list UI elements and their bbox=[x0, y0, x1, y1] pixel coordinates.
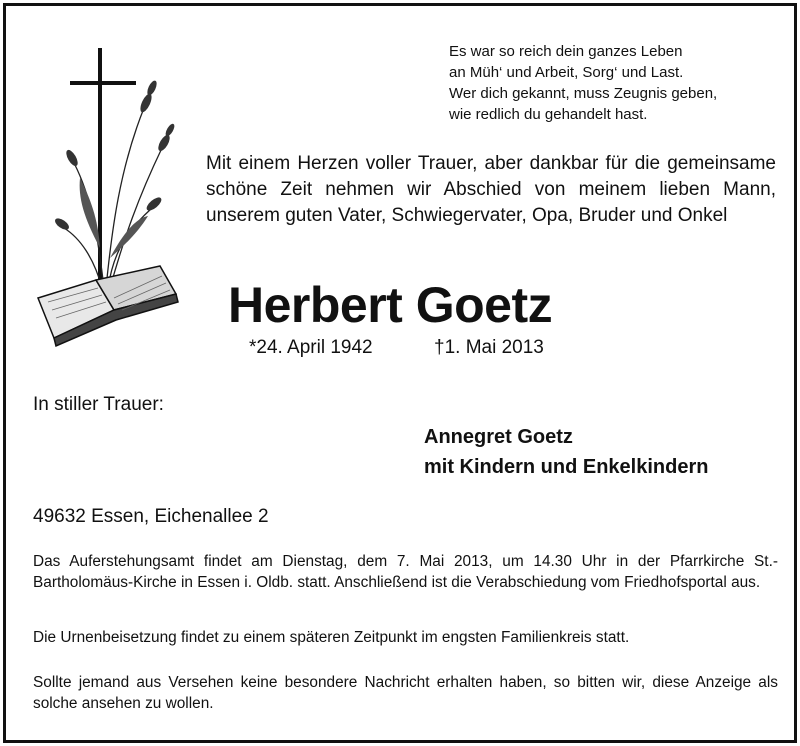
poem-line: wie redlich du gehandelt hast. bbox=[449, 106, 648, 123]
family-signature bbox=[424, 422, 708, 482]
urn-paragraph: Die Urnenbeisetzung findet zu einem späteren Zeitpunkt im engsten Familienkreis statt. bbox=[33, 629, 630, 646]
mourning-label: In stiller Trauer: bbox=[33, 394, 164, 415]
obituary-notice bbox=[3, 3, 797, 743]
notice-paragraph: Sollte jemand aus Versehen keine besondere Nachricht erhalten haben, so bitten wir, diese Anzeige als solche ansehen zu wollen. bbox=[33, 674, 778, 712]
family-name: Annegret Goetz bbox=[424, 426, 573, 448]
poem-line: an Müh‘ und Arbeit, Sorg‘ und Last. bbox=[449, 64, 684, 81]
cross-wheat-book-icon bbox=[34, 48, 184, 348]
ceremony-paragraph: Das Auferstehungsamt findet am Dienstag, dem 7. Mai 2013, um 14.30 Uhr in der Pfarrkirche St.-Bartholomäus-Kirche in Essen i. Oldb. statt. Anschließend ist die Verabschiedung vom Friedhofsportal aus. bbox=[33, 553, 778, 591]
death-date: †1. Mai 2013 bbox=[434, 337, 544, 358]
birth-date: *24. April 1942 bbox=[249, 337, 373, 358]
address: 49632 Essen, Eichenallee 2 bbox=[33, 506, 269, 527]
family-relatives: mit Kindern und Enkelkindern bbox=[424, 456, 709, 478]
deceased-name: Herbert Goetz bbox=[228, 277, 553, 333]
intro-text: Mit einem Herzen voller Trauer, aber dankbar für die gemeinsame schöne Zeit nehmen wir Abschied von meinem lieben Mann, unserem guten Vater, Schwiegervater, Opa, Bruder und Onkel bbox=[206, 153, 776, 226]
poem bbox=[449, 41, 779, 125]
poem-line: Es war so reich dein ganzes Leben bbox=[449, 43, 683, 60]
poem-line: Wer dich gekannt, muss Zeugnis geben, bbox=[449, 85, 718, 102]
